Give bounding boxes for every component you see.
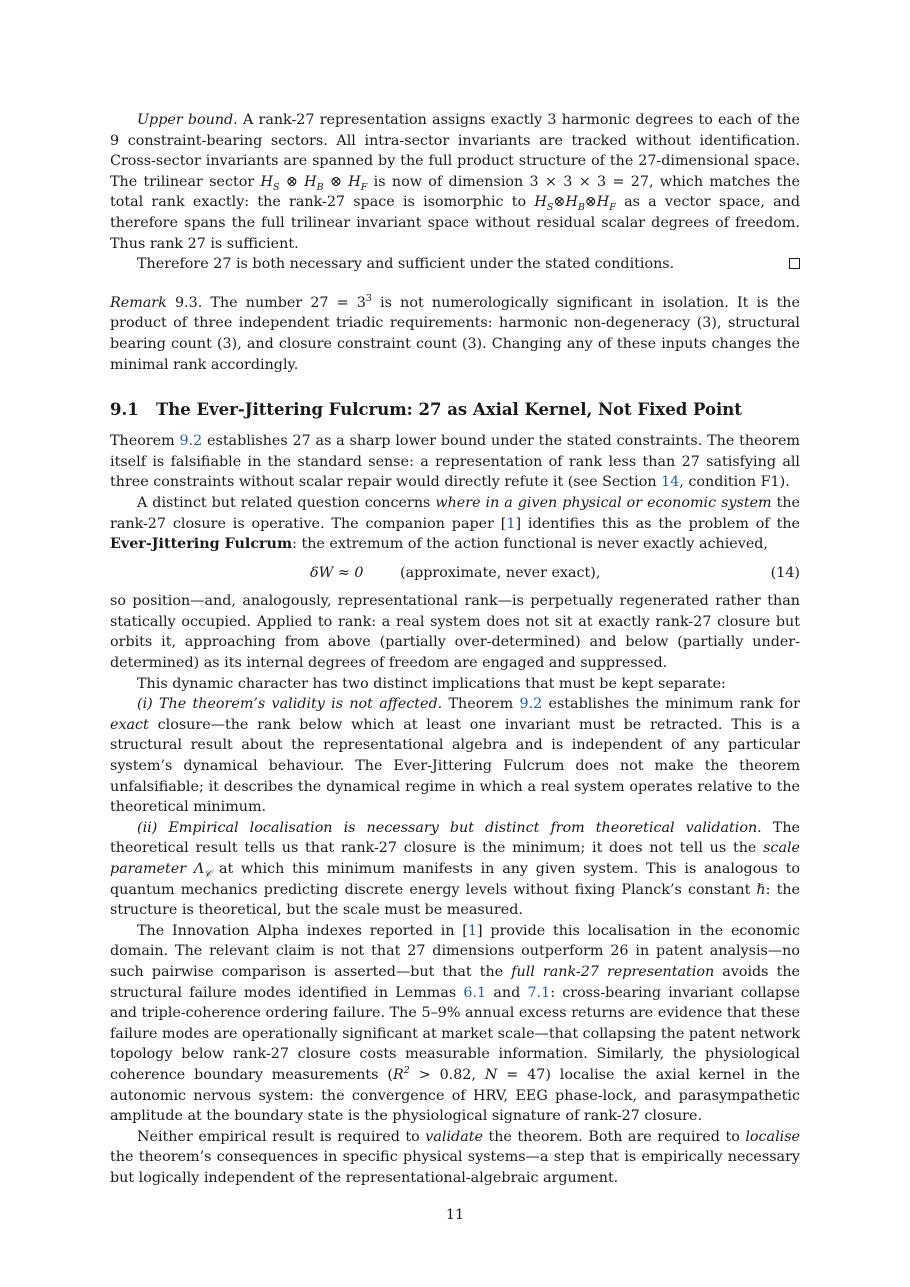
- theorem-link[interactable]: 9.2: [519, 696, 543, 713]
- proof-conclusion: Therefore 27 is both necessary and sufficient under the stated conditions.: [110, 254, 800, 275]
- theorem-link[interactable]: 9.2: [179, 433, 203, 450]
- section-heading: [110, 399, 800, 421]
- math-HS-HB-HF: $H_S$ ⊗ $H_B$ ⊗ $H_F$: [260, 173, 368, 193]
- lemma-link[interactable]: 6.1: [463, 984, 487, 1001]
- equation-14: [110, 563, 800, 584]
- remark-9-3: Remark 9.3. The number $27 = 3^3$ is not numerologically significant in isolation. It is the product of three independent triadic requirements: harmonic non-degeneracy (3), structural bearing count (3), and closure constraint count (3). Changing any of these inputs changes the minimal rank accordingly.: [110, 292, 800, 373]
- lemma-link[interactable]: 7.1: [527, 984, 551, 1001]
- page-number: 11: [445, 1207, 465, 1223]
- citation-link[interactable]: 1: [467, 922, 477, 939]
- math-HS-HB-HF: $H_S\otimes H_B\otimes H_F$: [534, 194, 616, 214]
- text-column: [110, 110, 800, 1189]
- proof-upper-bound: Upper bound. A rank-27 representation assigns exactly 3 harmonic degrees to each of the 9 constraint-bearing sectors. All intra-sector invariants are tracked without identification. Cross-sector invariants are spanned by the full product structure of the 27-dimensional space. The trilinear sector $H_S$ ⊗ $H_B$ ⊗ $H_F$ is now of dimension 3 × 3 × 3 = 27, which matches the total rank exactly: the rank-27 space is isomorphic to $H_S\otimes H_B\otimes H_F$ as a vector space, and therefore spans the full trilinear invariant space without residual scalar degrees of freedom. Thus rank 27 is sufficient.: [110, 112, 801, 252]
- paragraph: Neither empirical result is required to validate the theorem. Both are required to localise the theorem’s consequences in specific physical systems—a step that is empirically necessary but logically independent of the representational-algebraic argument.: [110, 1128, 801, 1186]
- math-R-squared: $R^2$: [392, 1065, 410, 1083]
- math-N: N: [484, 1066, 498, 1083]
- paragraph: This dynamic character has two distinct implications that must be kept separate:: [137, 675, 726, 692]
- equation-number: (14): [770, 564, 800, 581]
- upper-bound-label: Upper bound.: [137, 112, 238, 128]
- equation-lhs: δW ≈ 0: [310, 564, 364, 581]
- paragraph: (ii) Empirical localisation is necessary but distinct from theoretical validation. The theoretical result tells us that rank-27 closure is the minimum; it does not tell us the scale parameter $\Lambda_𝒞$ at which this minimum manifests in any given system. This is analogous to quantum mechanics predicting discrete energy levels without fixing Planck’s constant ℏ: the structure is theoretical, but the scale must be measured.: [110, 819, 801, 919]
- section-link[interactable]: 14: [661, 474, 680, 491]
- paragraph: so position—and, analogously, representational rank—is perpetually regenerated rather than statically occupied. Applied to rank: a real system does not sit at exactly rank-27 closure but orbits it, approaching from above (partially over-determined) and below (partially under-determined) as its internal degrees of freedom are engaged and suppressed.: [110, 593, 800, 672]
- paragraph: Theorem 9.2 establishes 27 as a sharp lower bound under the stated constraints. The theorem itself is falsifiable in the standard sense: a representation of rank less than 27 satisfying all three constraints without scalar repair would directly refute it (see Section 14, condition F1).: [110, 433, 800, 491]
- citation-link[interactable]: 1: [506, 515, 516, 532]
- math-lambda-c: $\Lambda_𝒞$: [193, 861, 212, 880]
- section-number: 9.1: [110, 400, 139, 420]
- paragraph: (i) The theorem’s validity is not affected. Theorem 9.2 establishes the minimum rank for exact closure—the rank below which at least one invariant must be retracted. This is a structural result about the representational algebra and is independent of any particular system’s dynamical behaviour. The Ever-Jittering Fulcrum does not make the theorem unfalsifiable; it describes the dynamical regime in which a real system operates relative to the theoretical minimum.: [110, 696, 800, 816]
- paragraph: A distinct but related question concerns where in a given physical or economic system the rank-27 closure is operative. The companion paper [1] identifies this as the problem of the Ever-Jittering Fulcrum: the extremum of the action functional is never exactly achieved,: [110, 494, 800, 553]
- equation-note: (approximate, never exact),: [400, 564, 601, 581]
- paragraph: The Innovation Alpha indexes reported in [1] provide this localisation in the economic domain. The relevant claim is not that 27 dimensions outperform 26 in patent analysis—no such pairwise comparison is asserted—but that the full rank-27 representation avoids the structural failure modes identified in Lemmas 6.1 and 7.1: cross-bearing invariant collapse and triple-coherence ordering failure. The 5–9% annual excess returns are evidence that these failure modes are operationally significant at market scale—that collapsing the patent network topology below rank-27 closure costs measurable information. Similarly, the physiological coherence boundary measurements ($R^2 > 0.82$, N = 47) localise the axial kernel in the autonomic nervous system: the convergence of HRV, EEG phase-lock, and parasympathetic amplitude at the boundary state is the physiological signature of rank-27 closure.: [110, 922, 800, 1125]
- qed-box-icon: [789, 258, 800, 269]
- section-title: The Ever-Jittering Fulcrum: 27 as Axial Kernel, Not Fixed Point: [156, 400, 742, 420]
